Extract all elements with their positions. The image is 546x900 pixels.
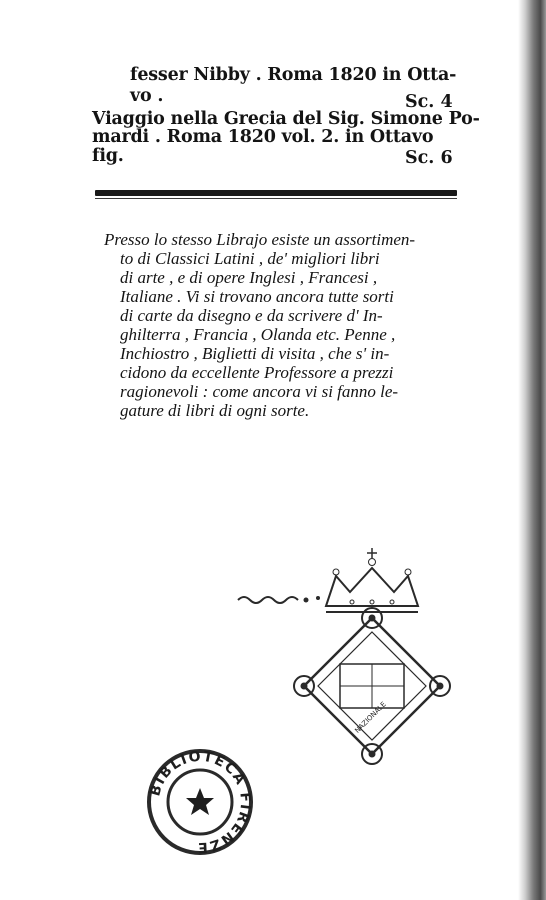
star-icon [186, 788, 214, 815]
round-library-stamp [147, 749, 253, 856]
round-stamp-text: BIBLIOTECA FIRENZE [147, 748, 254, 856]
notice-line: ragionevoli : come ancora vi si fanno le- [120, 382, 399, 401]
listing-price: Sc. 4 [405, 92, 453, 112]
notice-line: Italiane . Vi si trovano ancora tutte sorti [120, 287, 394, 306]
listing-line: Viaggio nella Grecia del Sig. Simone Po- [92, 109, 480, 129]
listing-line: fig. [92, 146, 124, 166]
notice-line: di arte , e di opere Inglesi , Francesi , [120, 268, 378, 287]
listing-line: fesser Nibby . Roma 1820 in Otta- [130, 65, 457, 85]
listing-line: mardi . Roma 1820 vol. 2. in Ottavo [92, 127, 434, 147]
notice-line: Presso lo stesso Librajo esiste un assortimen- [104, 230, 416, 249]
listing-line: vo . [130, 86, 164, 106]
listing-price: Sc. 6 [405, 148, 453, 168]
notice-line: gature di libri di ogni sorte. [120, 401, 310, 420]
notice-line: cidono da eccellente Professore a prezzi [120, 363, 394, 382]
notice-line: to di Classici Latini , de' migliori libri [120, 249, 380, 268]
notice-line: di carte da disegno e da scrivere d' In- [120, 306, 383, 325]
crown-library-stamp [238, 548, 450, 764]
svg-text:NAZIONALE: NAZIONALE [353, 700, 388, 735]
notice-line: Inchiostro , Biglietti di visita , che s' in- [120, 344, 390, 363]
notice-line: ghilterra , Francia , Olanda etc. Penne , [120, 325, 396, 344]
